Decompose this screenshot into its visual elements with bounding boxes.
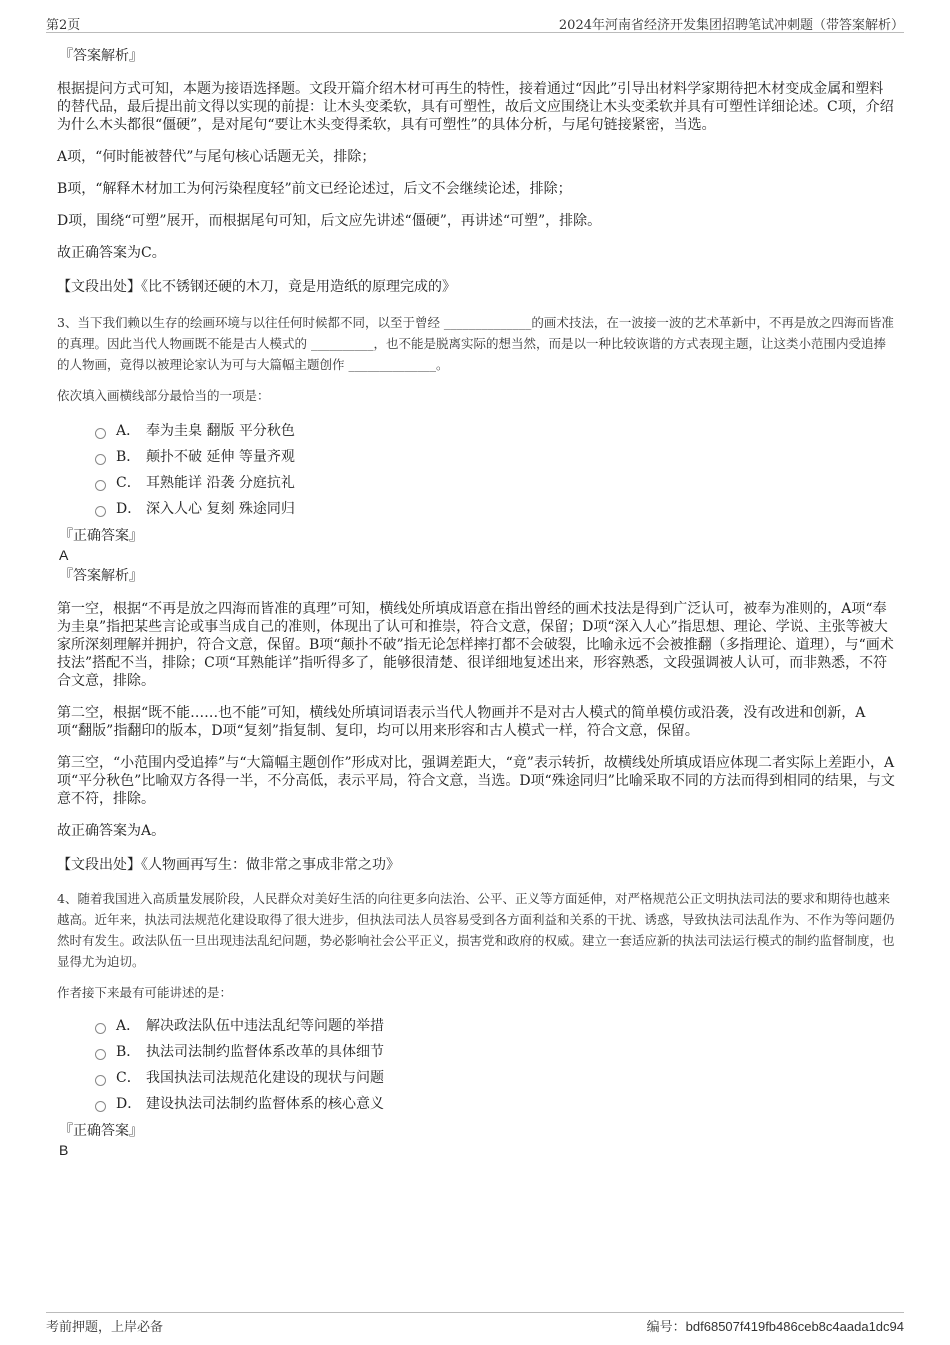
radio-icon[interactable] [95, 454, 106, 465]
analysis-paragraph: 第一空，根据“不再是放之四海而皆准的真理”可知，横线处所填成语意在指出曾经的画术技法是得到广泛认可，被奉为准则的，A项“奉为圭臬”指把某些言论或事当成自己的准则，体现出了认可和推崇，符合文意，保留；D项“深入人心”指思想、理论、学说、主张等被大家所深刻理解并拥护，符合文意，保留。B项“颠扑不破”指无论怎样摔打都不会破裂，比喻永远不会被推翻（多指理论、道理），与“画术技法”搭配不当，排除；C项“耳熟能详”指听得多了，能够很清楚、很详细地复述出来，形容熟悉，文段强调被人认可，而非熟悉，不符合文意，排除。 [57, 601, 894, 689]
option-c[interactable]: C． 耳熟能详 沿袭 分庭抗礼 [95, 470, 895, 496]
analysis-paragraph: B项，“解释木材加工为何污染程度轻”前文已经论述过，后文不会继续论述，排除； [57, 181, 572, 197]
source-citation: 【文段出处】《人物画再写生：做非常之事成非常之功》 [57, 857, 400, 873]
document-title: 2024年河南省经济开发集团招聘笔试冲刺题（带答案解析） [558, 18, 904, 33]
option-c[interactable]: C． 我国执法司法规范化建设的现状与问题 [95, 1065, 895, 1091]
option-a[interactable]: A． 奉为圭臬 翻版 平分秋色 [95, 418, 895, 444]
option-b[interactable]: B． 颠扑不破 延伸 等量齐观 [95, 444, 895, 470]
question-3-stem: 3、当下我们赖以生存的绘画环境与以往任何时候都不同，以至于曾经 ______________的画术技法，在一波接一波的艺术革新中，不再是放之四海而皆准的真理。因此当代人物画既不能是古人模式的 __________，也不能是脱离实际的想当然，而是以一种比较诙谐的方式表现主题，让这类小范围内受追捧的人物画，竟得以被理论家认为可与大篇幅主题创作 ______________。 [57, 315, 894, 372]
document-code [647, 1316, 904, 1335]
analysis-paragraph: 第二空，根据“既不能……也不能”可知，横线处所填词语表示当代人物画并不是对古人模式的简单模仿或沿袭，没有改进和创新，A项“翻版”指翻印的版本，D项“复刻”指复制、复印，均可以用来形容和古人模式一样，符合文意，保留。 [57, 705, 866, 739]
answer-summary: 故正确答案为C。 [57, 245, 166, 261]
question-3-prompt: 依次填入画横线部分最恰当的一项是： [57, 388, 270, 403]
radio-icon[interactable] [95, 506, 106, 517]
question-4-options [57, 1013, 895, 1117]
page-number: 第2页 [46, 18, 81, 33]
analysis-tag: 『答案解析』 [59, 48, 143, 64]
correct-answer-tag: 『正确答案』 [59, 528, 143, 544]
option-b[interactable]: B． 执法司法制约监督体系改革的具体细节 [95, 1039, 895, 1065]
footer-slogan: 考前押题，上岸必备 [46, 1320, 164, 1335]
source-citation: 【文段出处】《比不锈钢还硬的木刀，竟是用造纸的原理完成的》 [57, 279, 456, 295]
page-header [46, 12, 904, 33]
option-a[interactable]: A． 解决政法队伍中违法乱纪等问题的举措 [95, 1013, 895, 1039]
option-d[interactable]: D． 深入人心 复刻 殊途同归 [95, 496, 895, 522]
answer-summary: 故正确答案为A。 [57, 823, 166, 839]
analysis-tag: 『答案解析』 [59, 568, 143, 584]
analysis-paragraph: 第三空，“小范围内受追捧”与“大篇幅主题创作”形成对比，强调差距大，“竟”表示转折，故横线处所填成语应体现二者实际上差距小，A项“平分秋色”比喻双方各得一半，不分高低，表示平局，符合文意，当选。D项“殊途同归”比喻采取不同的方法而得到相同的结果，与文意不符，排除。 [57, 755, 895, 807]
analysis-paragraph: A项，“何时能被替代”与尾句核心话题无关，排除； [57, 149, 376, 165]
code-value: bdf68507f419fb486ceb8c4aada1dc94 [685, 1319, 904, 1334]
option-d[interactable]: D． 建设执法司法制约监督体系的核心意义 [95, 1091, 895, 1117]
analysis-paragraph: 根据提问方式可知，本题为接语选择题。文段开篇介绍木材可再生的特性，接着通过“因此”引导出材料学家期待把木材变成金属和塑料的替代品，最后提出前文得以实现的前提：让木头变柔软，具有可塑性，故后文应围绕让木头变柔软并具有可塑性详细论述。C项，介绍为什么木头都很“僵硬”，是对尾句“要让木头变得柔软，具有可塑性”的具体分析，与尾句链接紧密，当选。 [57, 81, 894, 133]
code-label: 编号： [646, 1320, 686, 1335]
question-4-prompt: 作者接下来最有可能讲述的是： [57, 985, 233, 1000]
page-footer [46, 1312, 904, 1335]
correct-answer-tag: 『正确答案』 [59, 1123, 143, 1139]
radio-icon[interactable] [95, 428, 106, 439]
radio-icon[interactable] [95, 1075, 106, 1086]
radio-icon[interactable] [95, 1101, 106, 1112]
analysis-paragraph: D项，围绕“可塑”展开，而根据尾句可知，后文应先讲述“僵硬”，再讲述“可塑”，排除。 [57, 213, 602, 229]
document-body [57, 44, 895, 1159]
question-3-options [57, 418, 895, 522]
radio-icon[interactable] [95, 480, 106, 491]
correct-answer: B [59, 1142, 69, 1158]
radio-icon[interactable] [95, 1023, 106, 1034]
correct-answer: A [59, 547, 69, 563]
question-4-stem: 4、随着我国进入高质量发展阶段，人民群众对美好生活的向往更多向法治、公平、正义等方面延伸，对严格规范公正文明执法司法的要求和期待也越来越高。近年来，执法司法规范化建设取得了很大进步，但执法司法人员容易受到各方面利益和关系的干扰、诱惑，导致执法司法乱作为、不作为等问题仍然时有发生。政法队伍一旦出现违法乱纪问题，势必影响社会公平正义，损害党和政府的权威。建立一套适应新的执法司法运行模式的制约监督制度，也显得尤为迫切。 [57, 891, 895, 969]
radio-icon[interactable] [95, 1049, 106, 1060]
